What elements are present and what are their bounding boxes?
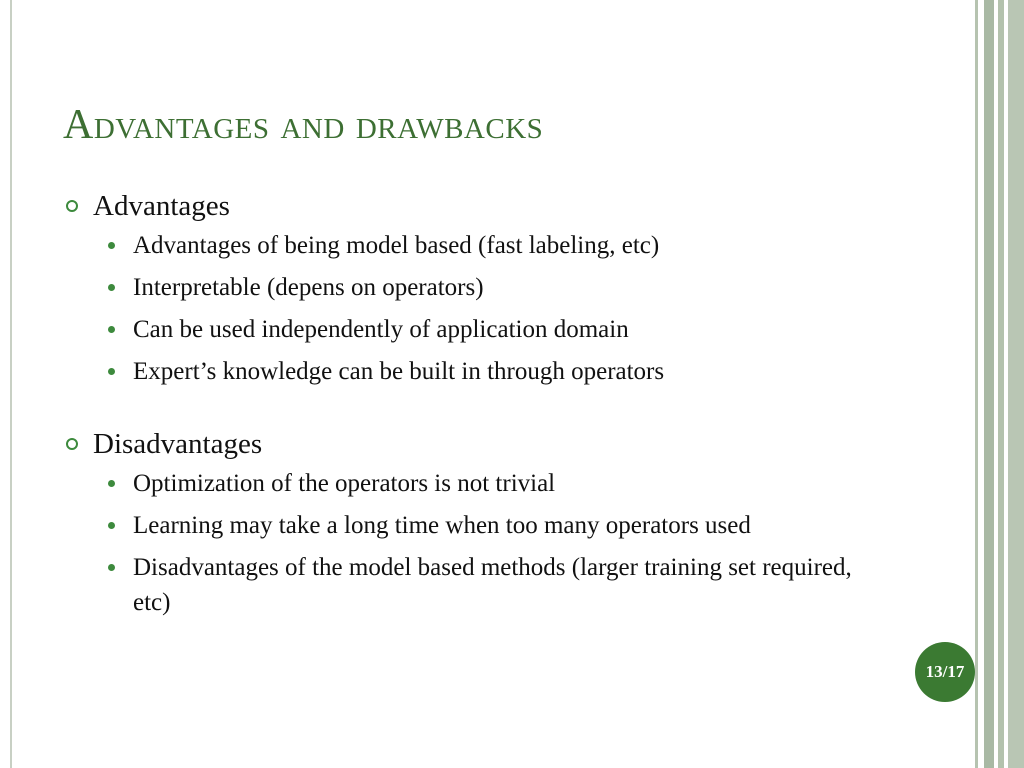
dot-bullet-icon bbox=[108, 326, 115, 333]
section-heading bbox=[64, 188, 884, 224]
section-heading-text: Advantages bbox=[93, 190, 230, 222]
list-item bbox=[64, 550, 884, 620]
list-item bbox=[64, 228, 884, 263]
page-number-badge: 13/17 bbox=[915, 642, 975, 702]
section-disadvantages bbox=[64, 426, 884, 620]
slide-title: Advantages and drawbacks bbox=[63, 102, 544, 148]
list-item bbox=[64, 312, 884, 347]
left-frame-line bbox=[10, 0, 12, 768]
list-item bbox=[64, 508, 884, 543]
dot-bullet-icon bbox=[108, 284, 115, 291]
dot-bullet-icon bbox=[108, 242, 115, 249]
section-heading-text: Disadvantages bbox=[93, 428, 263, 460]
stripe bbox=[1008, 0, 1024, 768]
bullet-list bbox=[64, 228, 884, 389]
section-advantages bbox=[64, 188, 884, 389]
dot-bullet-icon bbox=[108, 564, 115, 571]
list-item-text: Optimization of the operators is not trivial bbox=[133, 470, 556, 497]
list-item bbox=[64, 466, 884, 501]
ring-bullet-icon bbox=[66, 200, 78, 212]
dot-bullet-icon bbox=[108, 480, 115, 487]
dot-bullet-icon bbox=[108, 522, 115, 529]
list-item-text: Learning may take a long time when too many operators used bbox=[133, 512, 751, 539]
list-item-text: Advantages of being model based (fast labeling, etc) bbox=[133, 232, 660, 259]
list-item-text: Expert’s knowledge can be built in through operators bbox=[133, 358, 665, 385]
list-item-text: Interpretable (depens on operators) bbox=[133, 274, 484, 301]
ring-bullet-icon bbox=[66, 438, 78, 450]
decorative-stripes bbox=[975, 0, 1024, 768]
list-item bbox=[64, 354, 884, 389]
list-item-text: Can be used independently of application domain bbox=[133, 316, 629, 343]
bullet-list bbox=[64, 466, 884, 620]
list-item-text: Disadvantages of the model based methods (larger training set required, etc) bbox=[133, 554, 852, 616]
section-heading bbox=[64, 426, 884, 462]
slide-body bbox=[64, 188, 884, 627]
list-item bbox=[64, 270, 884, 305]
stripe bbox=[984, 0, 994, 768]
section-spacer bbox=[64, 396, 884, 426]
dot-bullet-icon bbox=[108, 368, 115, 375]
